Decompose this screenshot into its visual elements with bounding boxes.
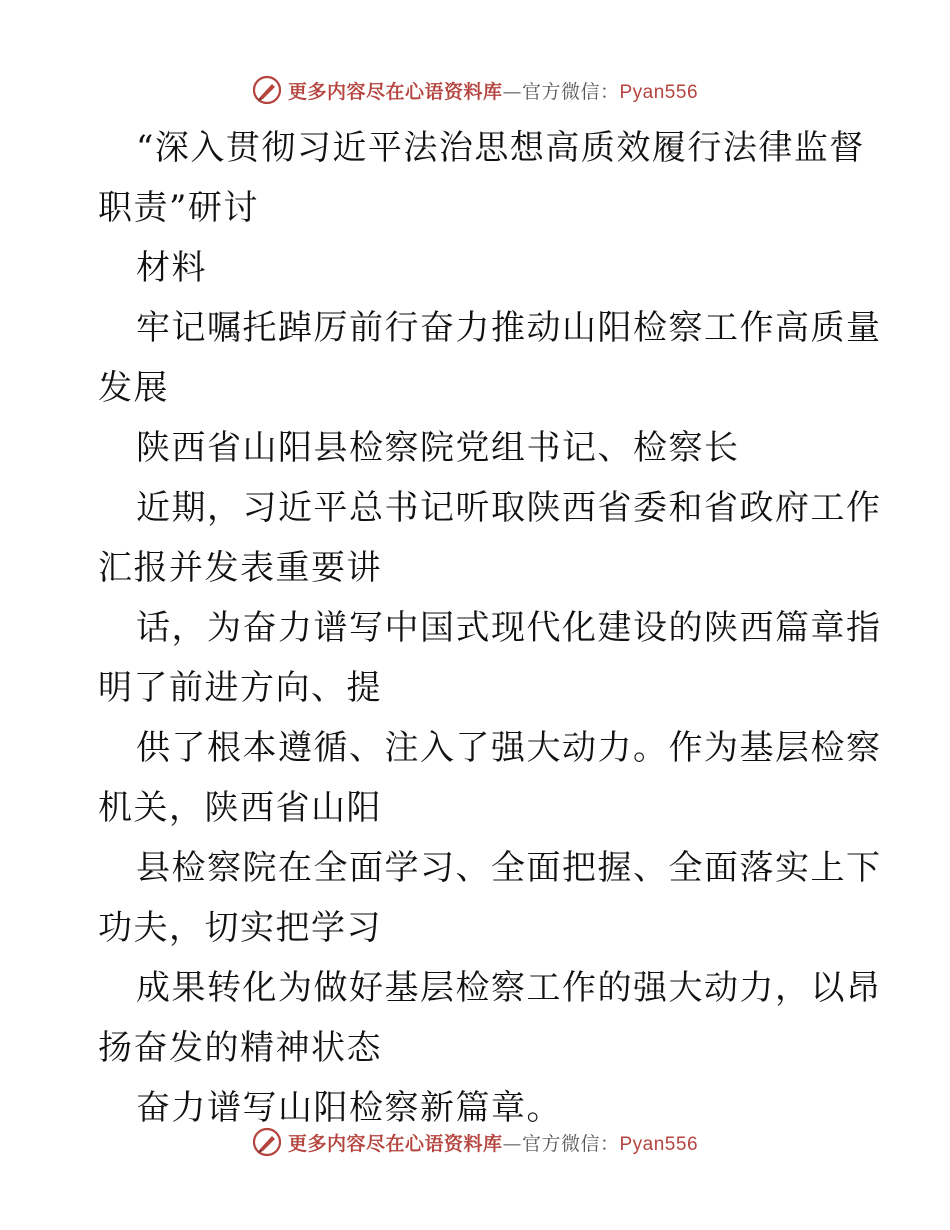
watermark-wechat-id: Pyan556 bbox=[619, 81, 699, 103]
text-line: “深入贯彻习近平法治思想高质效履行法律监督 bbox=[136, 128, 865, 168]
pen-logo-icon bbox=[252, 75, 282, 105]
text-line: 职责”研讨 bbox=[98, 188, 259, 228]
watermark-site: 更多内容尽在心语资料库 bbox=[287, 1132, 503, 1155]
watermark-wechat-id: Pyan556 bbox=[619, 1133, 699, 1155]
text-line: 成果转化为做好基层检察工作的强大动力，以昂 bbox=[136, 968, 882, 1008]
watermark-site: 更多内容尽在心语资料库 bbox=[287, 80, 503, 103]
watermark-text bbox=[288, 77, 698, 104]
text-line: 扬奋发的精神状态 bbox=[98, 1028, 382, 1068]
header-watermark bbox=[0, 72, 950, 108]
watermark-label: 官方微信： bbox=[521, 80, 620, 103]
text-line: 陕西省山阳县检察院党组书记、检察长 bbox=[136, 428, 740, 468]
text-line: 明了前进方向、提 bbox=[98, 668, 382, 708]
text-line: 发展 bbox=[98, 368, 169, 408]
text-line: 供了根本遵循、注入了强大动力。作为基层检察 bbox=[136, 728, 882, 768]
text-line: 近期，习近平总书记听取陕西省委和省政府工作 bbox=[136, 488, 882, 528]
watermark-separator: — bbox=[502, 80, 522, 103]
footer-watermark bbox=[0, 1124, 950, 1160]
watermark-text bbox=[288, 1129, 698, 1156]
text-line: 话，为奋力谱写中国式现代化建设的陕西篇章指 bbox=[136, 608, 882, 648]
text-line: 机关，陕西省山阳 bbox=[98, 788, 382, 828]
text-line: 汇报并发表重要讲 bbox=[98, 548, 382, 588]
pen-logo-icon bbox=[252, 1127, 282, 1157]
text-line: 牢记嘱托踔厉前行奋力推动山阳检察工作高质量 bbox=[136, 308, 882, 348]
watermark-separator: — bbox=[502, 1132, 522, 1155]
document-body bbox=[98, 118, 882, 1138]
text-line: 材料 bbox=[136, 248, 207, 288]
text-line: 奋力谱写山阳检察新篇章。 bbox=[136, 1088, 562, 1128]
watermark-label: 官方微信： bbox=[521, 1132, 620, 1155]
text-line: 功夫，切实把学习 bbox=[98, 908, 382, 948]
text-line: 县检察院在全面学习、全面把握、全面落实上下 bbox=[136, 848, 882, 888]
